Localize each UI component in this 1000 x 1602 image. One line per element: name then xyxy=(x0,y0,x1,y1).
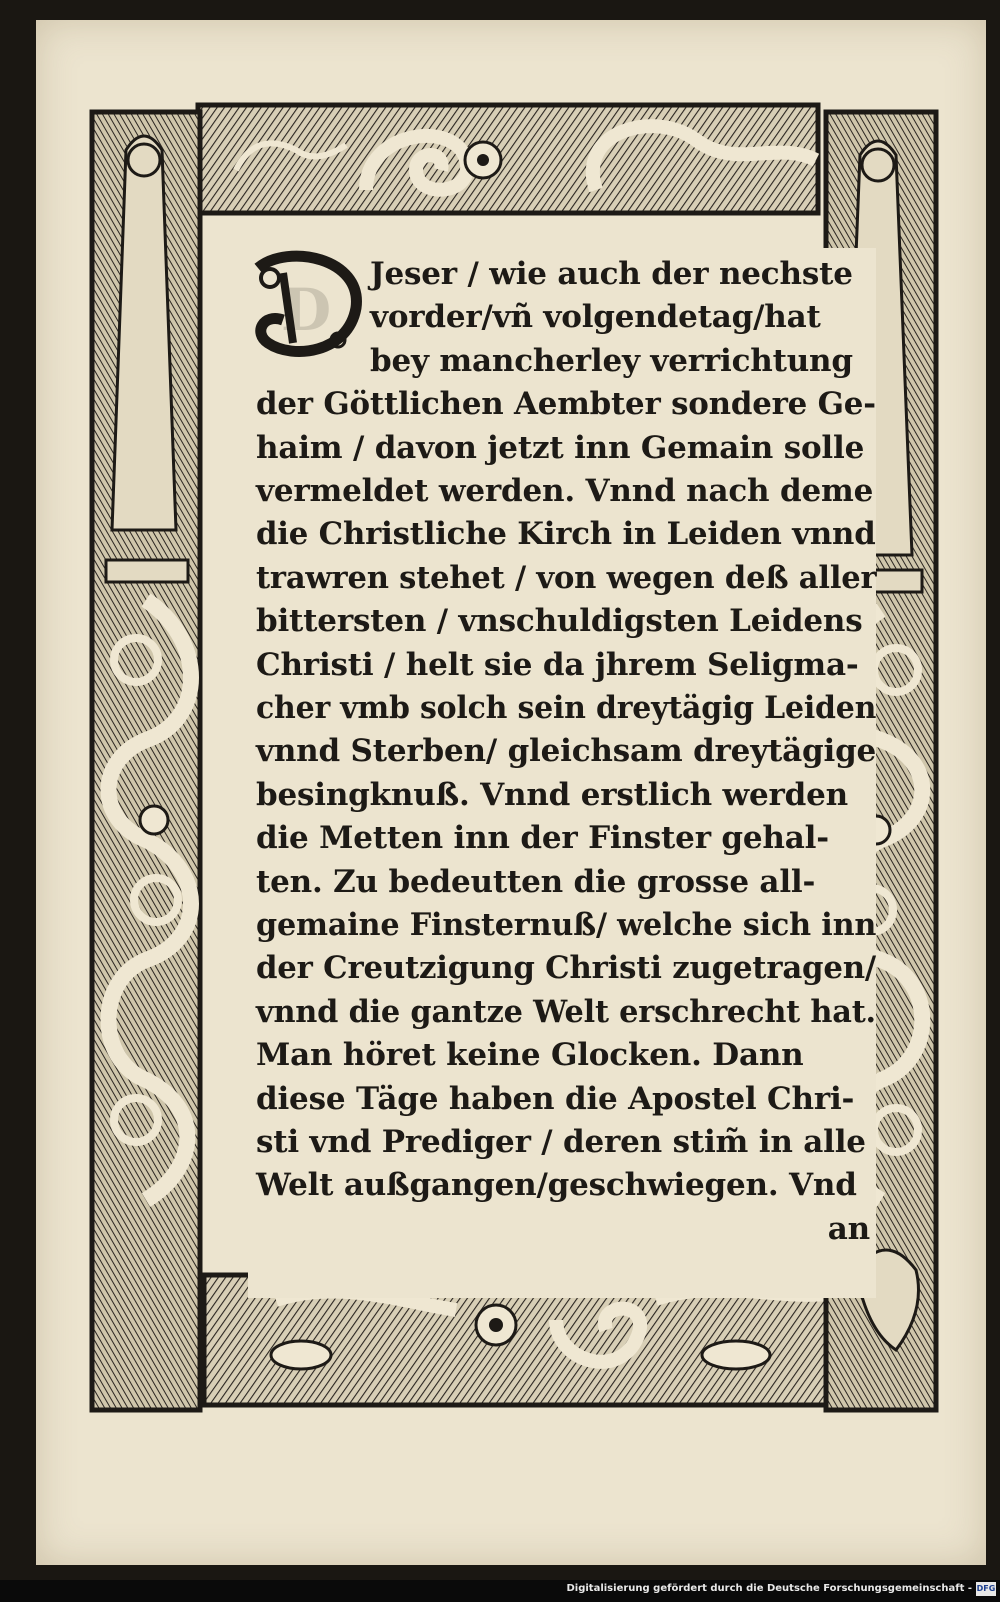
text-line: sti vnd Prediger / deren stim̃ in alle xyxy=(256,1124,866,1160)
text-line: vnnd Sterben/ gleichsam dreytägige xyxy=(256,733,877,770)
text-line: bittersten / vnschuldigsten Leidens xyxy=(256,603,863,640)
book-page xyxy=(36,20,986,1565)
svg-text:D: D xyxy=(280,276,332,344)
text-line: vnnd die gantze Welt erschrecht hat. xyxy=(256,993,876,1030)
dfg-logo: DFG xyxy=(976,1582,996,1596)
left-border-column xyxy=(92,112,200,1410)
text-line: Welt außgangen/geschwiegen. Vnd xyxy=(256,1167,857,1204)
text-line: trawren stehet / von wegen deß aller xyxy=(256,559,877,596)
text-block xyxy=(248,248,876,1298)
text-line: cher vmb solch sein dreytägig Leiden xyxy=(256,690,877,726)
text-line: Jeser / wie auch der nechste xyxy=(370,256,853,292)
text-line: vorder/vñ volgendetag/hat xyxy=(370,299,821,336)
text-line: der Creutzigung Christi zugetragen/ xyxy=(256,950,876,987)
text-line: besingknuß. Vnnd erstlich werden xyxy=(256,776,848,813)
text-line: Christi / helt sie da jhrem Seligma- xyxy=(256,646,859,683)
text-line: gemaine Finsternuß/ welche sich inn xyxy=(256,907,877,943)
text-line: ten. Zu bedeutten die grosse all- xyxy=(256,863,816,900)
text-line: Man höret keine Glocken. Dann xyxy=(256,1037,804,1074)
top-border-band xyxy=(198,105,818,213)
funding-credit: Digitalisierung gefördert durch die Deutsche Forschungsgemeinschaft - xyxy=(566,1583,972,1594)
text-line: diese Täge haben die Apostel Chri- xyxy=(256,1080,855,1117)
decorated-initial xyxy=(248,248,368,368)
text-line: haim / davon jetzt inn Gemain solle xyxy=(256,429,865,466)
text-line: die Metten inn der Finster gehal- xyxy=(256,820,829,857)
text-line: die Christliche Kirch in Leiden vnnd xyxy=(256,516,876,553)
text-line: bey mancherley verrichtung xyxy=(370,342,853,379)
text-line: an xyxy=(827,1210,870,1247)
text-line: der Göttlichen Aembter sondere Ge- xyxy=(256,386,876,423)
text-line: vermeldet werden. Vnnd nach deme xyxy=(256,473,874,509)
